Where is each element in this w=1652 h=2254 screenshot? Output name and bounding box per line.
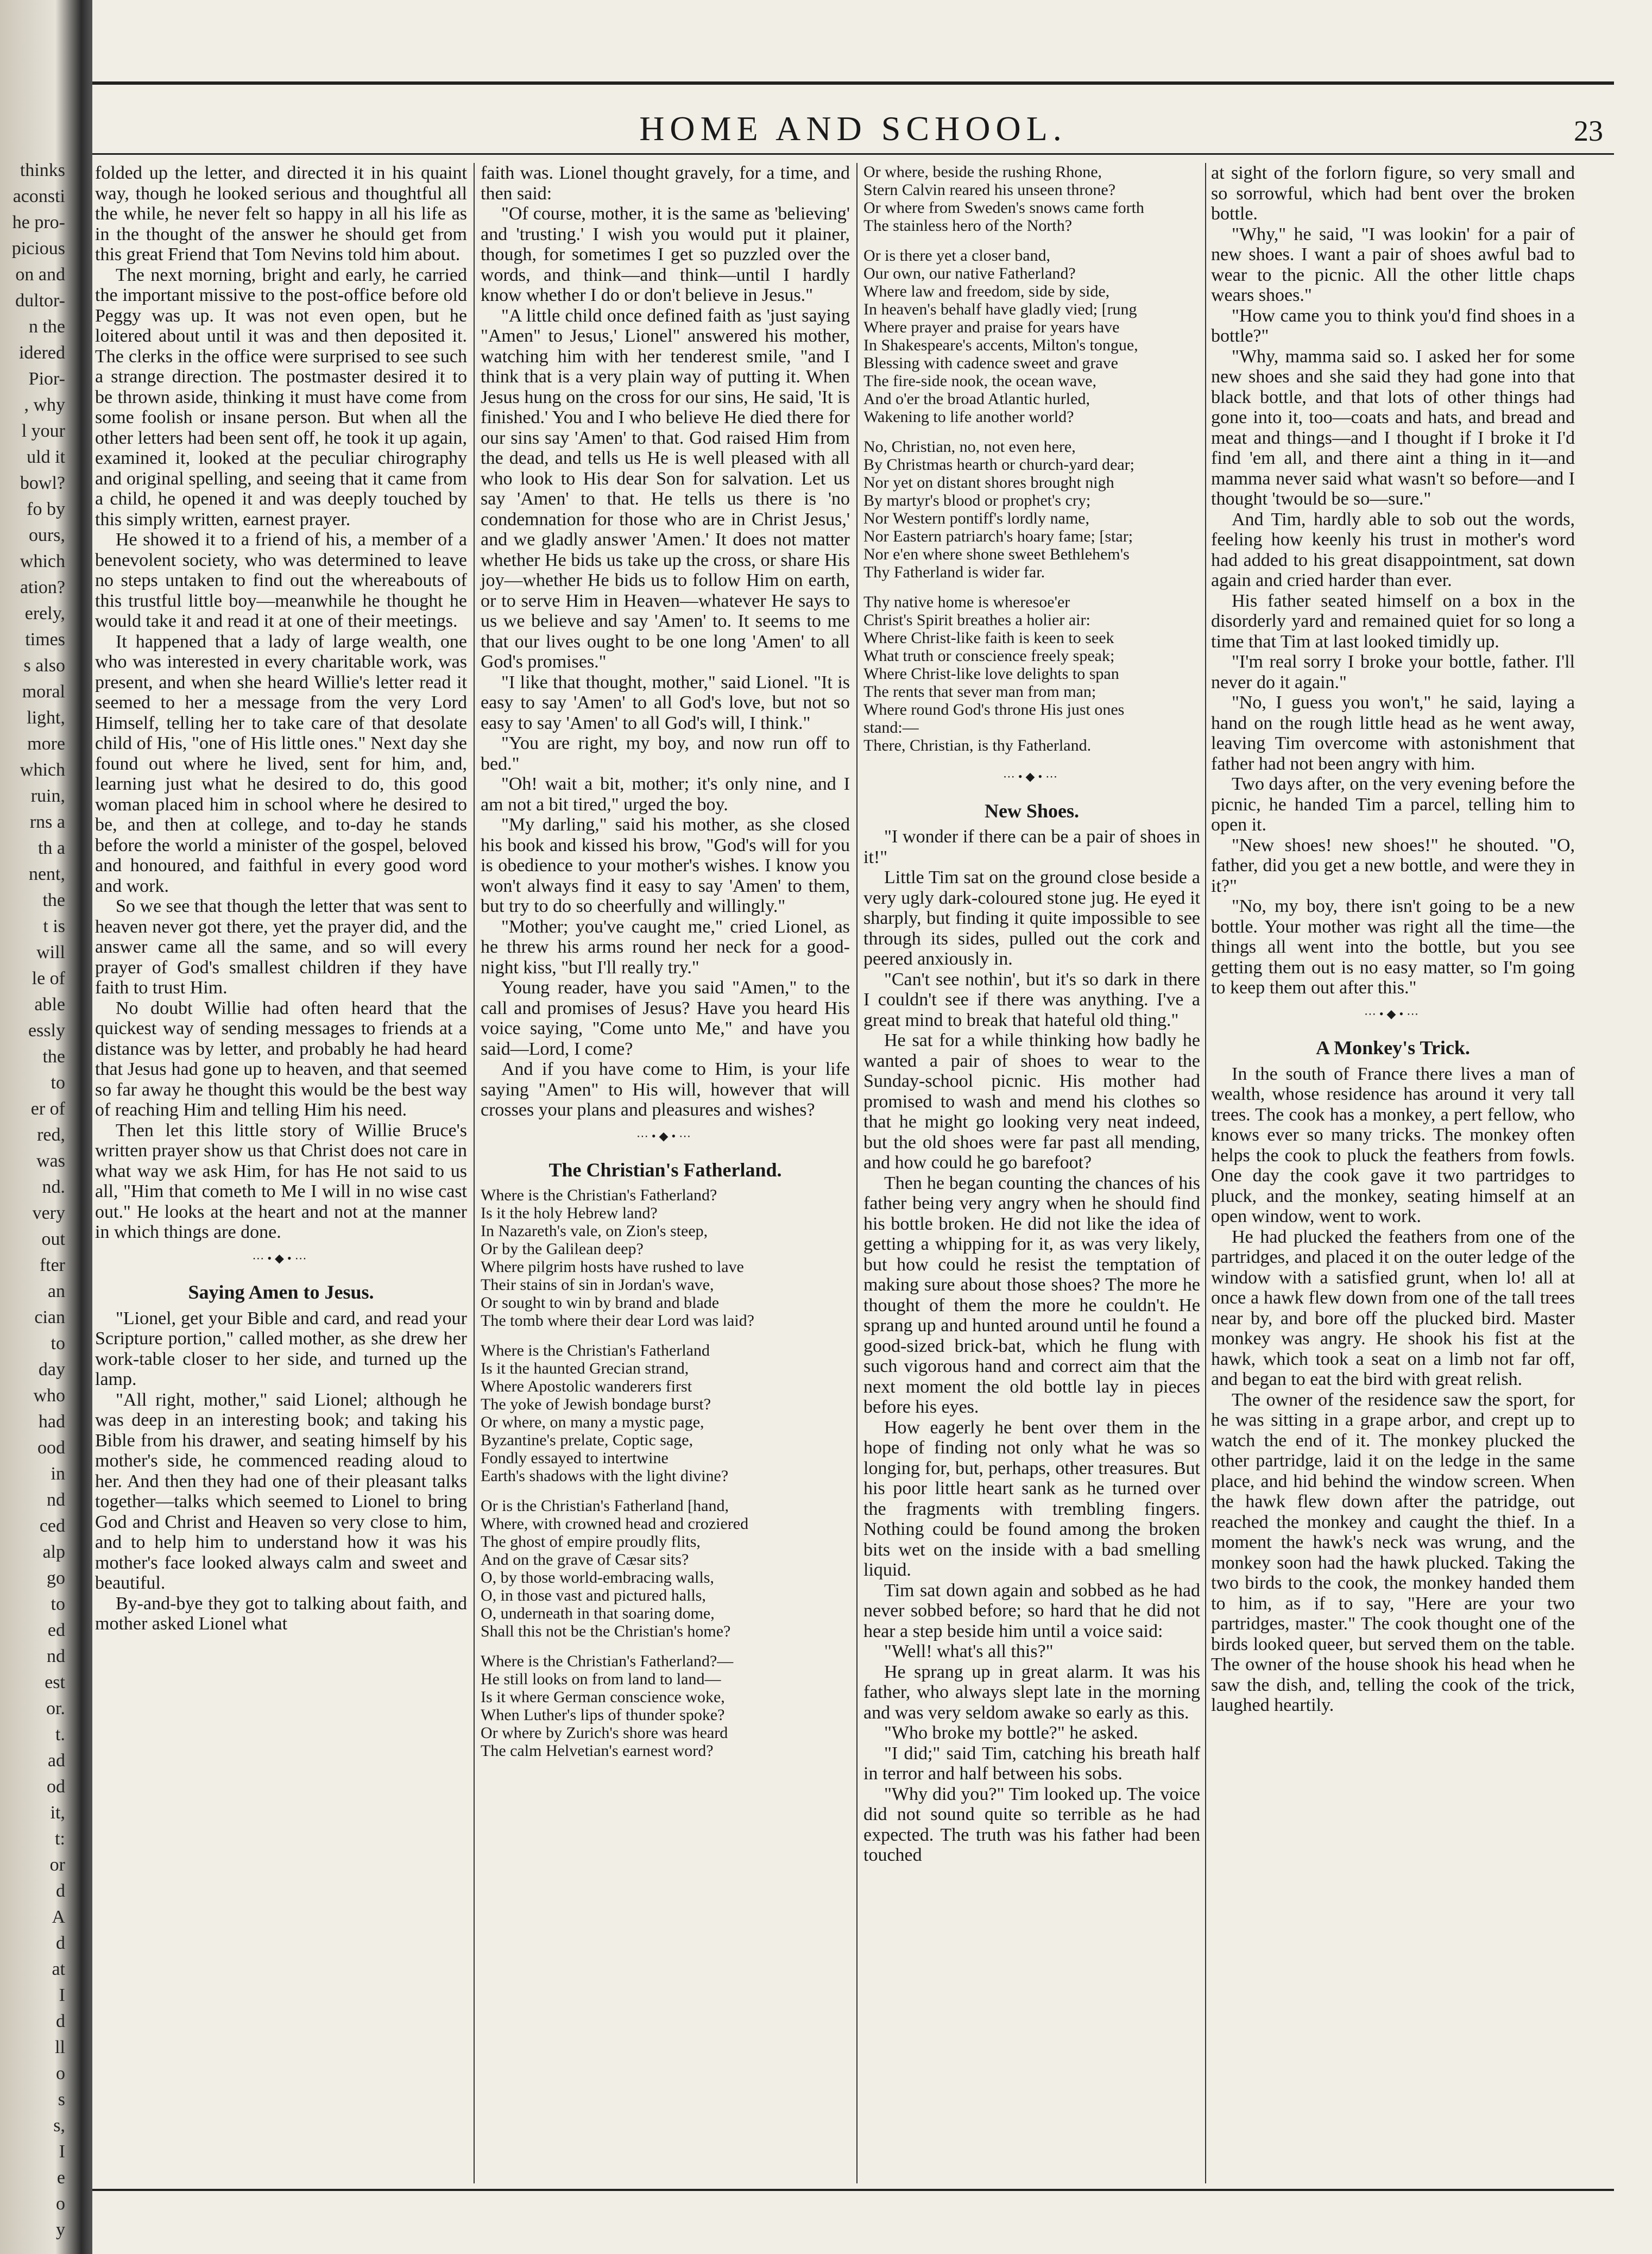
fragment-line: er of [30,1099,65,1119]
fragment-line: s also [23,656,65,676]
fragment-line: an [47,1281,65,1301]
poem-line: Nor yet on distant shores brought nigh [863,474,1114,492]
poem-line: The fire-side nook, the ocean wave, [863,372,1096,390]
page-number: 23 [1574,115,1603,147]
paragraph: faith was. Lionel thought gravely, for a time, and then said: [481,163,850,204]
ornament-divider: ⋯•◆•⋯ [1364,1006,1422,1021]
poem-line: He still looks on from land to land— [481,1670,721,1688]
poem-stanza [481,1497,850,1640]
poem-line: No, Christian, no, not even here, [863,438,1076,456]
poem-line: The ghost of empire proudly flits, [481,1532,701,1551]
paragraph: "Lionel, get your Bible and card, and read your Scripture portion," called mother, as she drew her work-table closer to her side, and turned up the lamp. [95,1308,467,1389]
poem-line: Or is there yet a closer band, [863,247,1051,265]
paragraph: Little Tim sat on the ground close beside a very ugly dark-coloured stone jug. He eyed it sharply, but finding it quite impossible to see through its sides, pulled out the cork and peered anxiously in. [863,867,1200,969]
fragment-line: at [52,1959,65,1979]
paragraph: His father seated himself on a box in the disorderly yard and remained quiet for so long a time that Tim at last looked timidly up. [1211,590,1575,652]
poem-line: What truth or conscience freely speak; [863,647,1115,665]
fragment-line: thinks [20,160,65,180]
paragraph: The next morning, bright and early, he carried the important missive to the post-office before old Peggy was up. It was not even open, but he loitered about until it was and then deposited it. The clerks in the office were surprised to see such a strange direction. The postmaster desired it to be thrown aside, thinking it must have come from some foolish or insane person. But when all the other letters had been sent off, he took it up again, examined it, looked at the peculiar chirography and original spelling, and seeing that it came from a child, he opened it and was deeply touched by this simply written, earnest prayer. [95,265,467,530]
poem-line: When Luther's lips of thunder spoke? [481,1705,725,1724]
fragment-line: s, [53,2116,65,2136]
poem-line: Where pilgrim hosts have rushed to lave [481,1257,744,1276]
paragraph: He sprang up in great alarm. It was his father, who always slept late in the morning and was very seldom awake so early as this. [863,1661,1200,1723]
fragment-line: nd [47,1646,65,1666]
poem-line: The tomb where their dear Lord was laid? [481,1311,754,1330]
paragraph: "A little child once defined faith as 'just saying "Amen" to Jesus,' Lionel" answered his mother, watching him with her tenderest smile, "and I think that is a very plain way of putting it. When Jesus hung on the cross for our sins, He said, 'It is finished.' You and I who believe He died there for our sins say 'Amen' to that. God raised Him from the dead, and tells us He is well pleased with all who look to His dear Son for salvation. Let us say 'Amen' to that. He tells us there is 'no condemnation for those who are in Christ Jesus,' and we gladly answer 'Amen.' It does not matter whether He bids us take up the cross, or share His joy—whether He bids us to follow Him on earth, or to serve Him in Heaven—whatever He says to us we believe and say 'Amen' to. It seems to me that our lives ought to be one long 'Amen' to all God's promises." [481,305,850,672]
fragment-line: d [56,1881,65,1901]
fragment-line: bowl? [20,473,65,493]
poem-line: O, in those vast and pictured halls, [481,1586,706,1604]
poem-line: By Christmas hearth or church-yard dear; [863,456,1134,474]
paragraph: So we see that though the letter that was sent to heaven never got there, yet the prayer did, and the answer came all the same, and so will every prayer of God's smallest children if they have faith to trust Him. [95,896,467,998]
fragment-line: the [42,890,65,910]
ornament-divider: ⋯•◆•⋯ [252,1251,310,1265]
fragment-line: red, [37,1125,65,1145]
fragment-line: had [38,1412,65,1432]
poem-line: O, underneath in that soaring dome, [481,1604,715,1622]
fragment-line: nd [47,1490,65,1510]
poem-line: Where is the Christian's Fatherland [481,1341,710,1359]
poem-line: In Shakespeare's accents, Milton's tongue, [863,336,1138,354]
paragraph: In the south of France there lives a man of wealth, whose residence has around it very tall trees. The cook has a monkey, a pert fellow, who knows ever so many tricks. The monkey often helps the cook to pluck the feathers from fowls. One day the cook gave it two partridges to pluck, and the monkey, seating himself at an open window, went to work. [1211,1063,1575,1226]
fragment-line: it, [50,1803,65,1823]
fragment-line: was [36,1151,65,1171]
fragment-line: alp [42,1542,65,1562]
fragment-line: le of [31,968,65,989]
column-divider [474,163,475,2183]
fragment-line: which [20,551,65,571]
column-4 [1211,163,1575,2178]
poem-line: Thy native home is wheresoe'er [863,593,1070,611]
column-1 [95,163,467,2178]
fragment-line: idered [19,343,65,363]
paragraph: How eagerly he bent over them in the hope of finding not only what he was so longing for, but, perhaps, other treasures. But his poor little heart sank as he turned over the fragments with trembling fingers. Nothing could be found among the broken bits wet on the inside with a bad smelling liquid. [863,1417,1200,1580]
fragment-line: to [51,1594,65,1614]
poem-line: Blessing with cadence sweet and grave [863,354,1118,372]
poem-line: The stainless hero of the North? [863,217,1073,235]
paragraph: He showed it to a friend of his, a member of a benevolent society, who was determined to leave no steps untaken to find out the whereabouts of this trustful little boy—meanwhile he thought he would take it and read it at one of their meetings. [95,530,467,631]
fragment-line: t. [55,1724,65,1745]
paragraph: "I wonder if there can be a pair of shoes in it!" [863,827,1200,867]
fragment-line: A [52,1907,65,1927]
fragment-line: I [59,2142,65,2162]
poem-stanza [863,163,1200,235]
column-3 [863,163,1200,2178]
poem-line: Or where from Sweden's snows came forth [863,199,1144,217]
fragment-line: dultor- [15,291,65,311]
fragment-line: s [58,2089,65,2110]
fragment-line: th a [37,838,65,858]
poem-line: Wakening to life another world? [863,408,1074,426]
column-divider [856,163,857,2183]
paragraph: Then let this little story of Willie Bruce's written prayer show us that Christ does not care in what way we ask Him, for has He not said to us all, "Him that cometh to Me I will in no wise cast out." He looks at the heart and not at the manner in which things are done. [95,1120,467,1242]
paragraph: "I like that thought, mother," said Lionel. "It is easy to say 'Amen' to all God's love, but not so easy to say 'Amen' to all God's will, I think." [481,672,850,733]
fragment-line: Pior- [28,369,65,389]
paragraph: Then he began counting the chances of his father being very angry when he should find his bottle broken. He did not like the idea of getting a whipping for it, as was very likely, but how could he resist the temptation of making sure about those shoes? The more he thought of them the more he couldn't. He sprang up and hunted around until he found a good-sized brick-bat, which he flung with such vigorous hand and correct aim that the next moment the old bottle lay in pieces before his eyes. [863,1173,1200,1417]
poem-line: Where is the Christian's Fatherland?— [481,1652,734,1670]
poem-line: Christ's Spirit breathes a holier air: [863,611,1090,629]
poem-line: stand:— [863,719,919,736]
poem-stanza [481,1342,850,1485]
fragment-line: e [56,2168,65,2188]
fragment-line: to [51,1333,65,1353]
poem-line: Our own, our native Fatherland? [863,265,1076,282]
fragment-line: which [20,760,65,780]
poem-line: Byzantine's prelate, Coptic sage, [481,1431,693,1449]
poem-line: Their stains of sin in Jordan's wave, [481,1275,714,1294]
fragment-line: aconsti [12,186,65,206]
paragraph: "Oh! wait a bit, mother; it's only nine, and I am not a bit tired," urged the boy. [481,774,850,815]
previous-page-fragments [0,158,65,2240]
fragment-line: l your [21,421,65,441]
section-title: Saying Amen to Jesus. [188,1281,374,1303]
section-title: The Christian's Fatherland. [548,1159,782,1181]
top-rule [92,81,1614,85]
poem-line: Or by the Galilean deep? [481,1239,644,1258]
fragment-line: o [56,2194,65,2214]
poem-line: Shall this not be the Christian's home? [481,1622,731,1640]
fragment-line: d [56,2011,65,2031]
fragment-line: day [38,1359,65,1380]
poem-line: Is it where German conscience woke, [481,1688,725,1706]
fragment-line: ed [47,1620,65,1640]
fragment-line: on and [15,265,65,285]
poem-line: Where, with crowned head and croziered [481,1514,749,1533]
ornament-divider: ⋯•◆•⋯ [636,1129,695,1143]
fragment-line: ation? [20,577,65,597]
fragment-line: more [27,734,65,754]
poem-line: Nor Eastern patriarch's hoary fame; [star; [863,527,1133,545]
poem-line: And o'er the broad Atlantic hurled, [863,390,1090,408]
fragment-line: , why [24,395,65,415]
ornament-divider: ⋯•◆•⋯ [1002,770,1061,783]
fragment-line: y [56,2220,65,2240]
poem-stanza [481,1186,850,1330]
fragment-line: in [51,1464,65,1484]
poem-line: The rents that sever man from man; [863,683,1096,701]
fragment-line: nent, [28,864,65,884]
paragraph: folded up the letter, and directed it in his quaint way, though he looked serious and thoughtful all the while, he never felt so happy in all his life as in the thought of the answer he should get from this great Friend that Tom Nevins told him about. [95,163,467,265]
fragment-line: uld it [27,447,65,467]
fragment-line: to [51,1073,65,1093]
fragment-line: fter [39,1255,65,1275]
fragment-line: able [34,994,65,1015]
paragraph: "Why," he said, "I was lookin' for a pair of new shoes. I want a pair of shoes awful bad to wear to the picnic. All the other little chaps wears shoes." [1211,224,1575,305]
paragraph: "I did;" said Tim, catching his breath half in terror and half between his sobs. [863,1743,1200,1784]
fragment-line: od [47,1777,65,1797]
paragraph: Two days after, on the very evening before the picnic, he handed Tim a parcel, telling him to open it. [1211,774,1575,835]
paragraph: "I'm real sorry I broke your bottle, father. I'll never do it again." [1211,652,1575,692]
fragment-line: ad [47,1751,65,1771]
poem-line: Where prayer and praise for years have [863,318,1120,336]
bottom-rule [92,2189,1614,2191]
paragraph: Young reader, have you said "Amen," to the call and promises of Jesus? Have you heard His voice saying, "Come unto Me," and have you said—Lord, I come? [481,978,850,1059]
poem-line: And on the grave of Cæsar sits? [481,1550,689,1569]
poem-body [863,163,1200,754]
fragment-line: very [32,1203,65,1223]
fragment-line: ours, [28,525,65,545]
poem-stanza [863,247,1200,426]
fragment-line: fo by [27,499,65,519]
fragment-line: times [25,629,65,650]
poem-line: O, by those world-embracing walls, [481,1568,714,1586]
paragraph: "Of course, mother, it is the same as 'believing' and 'trusting.' I wish you would put it plainer, though, for sometimes I get so puzzled over the words, and think—and think—until I hardly know whether I do or don't believe in Jesus." [481,204,850,305]
fragment-line: d [56,1933,65,1953]
paragraph: "My darling," said his mother, as she closed his book and kissed his brow, "God's will for you is obedience to your mother's wishes. I know you won't always find it easy to say 'Amen' to them, but try to do so cheerfully and willingly." [481,815,850,916]
header-rule [92,153,1614,155]
poem-line: Where is the Christian's Fatherland? [481,1186,717,1204]
fragment-line: rns a [29,812,65,832]
paragraph: "Why, mamma said so. I asked her for some new shoes and she said they had gone into that black bottle, and that lots of other things had gone into it, too—coats and hats, and bread and meat and things—and I thought if I broke it I'd find 'em all, and there aint a thing in it—and mamma never said what wasn't so before—and I thought 'twould be so—sure." [1211,346,1575,509]
poem-line: Earth's shadows with the light divine? [481,1466,729,1485]
paragraph: "How came you to think you'd find shoes in a bottle?" [1211,305,1575,346]
fragment-line: t: [55,1829,65,1849]
column-2 [481,163,850,2178]
paragraph: "No, I guess you won't," he said, laying a hand on the rough little head as he went away, leaving Tim overcome with astonishment that father had not been angry with him. [1211,692,1575,774]
fragment-line: go [47,1568,65,1588]
poem-line: Nor Western pontiff's lordly name, [863,509,1089,527]
fragment-line: ood [37,1438,65,1458]
poem-line: Or where, on many a mystic page, [481,1413,704,1431]
poem-line: Or where by Zurich's shore was heard [481,1723,728,1742]
poem-line: Where Apostolic wanderers first [481,1377,692,1395]
paragraph: "New shoes! new shoes!" he shouted. "O, father, did you get a new bottle, and were they in it?" [1211,835,1575,896]
column-divider [1205,163,1206,2183]
poem-line: Where Christ-like faith is keen to seek [863,629,1114,647]
fragment-line: the [42,1047,65,1067]
poem-line: Stern Calvin reared his unseen throne? [863,181,1116,199]
fragment-line: n the [28,317,65,337]
poem-line: Is it the haunted Grecian strand, [481,1359,689,1377]
poem-line: By martyr's blood or prophet's cry; [863,492,1091,509]
fragment-line: moral [22,682,65,702]
fragment-line: nd. [42,1177,65,1197]
paragraph: "You are right, my boy, and now run off to bed." [481,733,850,774]
poem-line: Where Christ-like love delights to span [863,665,1119,683]
fragment-line: I [59,1985,65,2005]
poem-line: In heaven's behalf have gladly vied; [rung [863,300,1137,318]
fragment-line: or. [46,1698,65,1718]
poem-line: The calm Helvetian's earnest word? [481,1741,714,1760]
fragment-line: ll [55,2037,65,2057]
paragraph: He sat for a while thinking how badly he wanted a pair of shoes to wear to the Sunday-school picnic. His mother had promised to wash and mend his clothes so that he might go looking very neat indeed, but the old shoes were far past all mending, and how could he go barefoot? [863,1030,1200,1173]
fragment-line: erely, [24,603,65,624]
paragraph: "No, my boy, there isn't going to be a new bottle. Your mother was right all the time—the things all went into the bottle, but you see getting them out is no easy matter, so I'm going to keep them out after this." [1211,896,1575,998]
poem-stanza [863,593,1200,754]
poem-line: Or sought to win by brand and blade [481,1293,720,1312]
poem-stanza [863,438,1200,581]
fragment-line: picious [11,238,65,259]
paragraph: "Who broke my bottle?" he asked. [884,1723,1138,1743]
poem-line: Thy Fatherland is wider far. [863,563,1045,581]
paragraph: No doubt Willie had often heard that the quickest way of sending messages to friends at a distance was by letter, and probably he had heard that Jesus had gone up to heaven, and that seemed so far away he thought this would be the best way of reaching Him and telling Him his need. [95,998,467,1120]
fragment-line: ced [39,1516,65,1536]
poem-line: Nor e'en where shone sweet Bethlehem's [863,545,1130,563]
poem-line: Where round God's throne His just ones [863,701,1125,719]
paragraph: It happened that a lady of large wealth, one who was interested in every charitable work, was present, and when she heard Willie's letter read it seemed to her a message from the very Lord Himself, telling her to take care of that desolate child of His, "one of His little ones." Next day she found out where he lived, sent for him, and, learning just what he desired to do, this good woman placed him in school where he desired to be, and then at college, and to-day he stands before the world a minister of the gospel, beloved and honoured, and faithful in every good word and work. [95,631,467,896]
poem-line: Is it the holy Hebrew land? [481,1204,658,1222]
paragraph: By-and-bye they got to talking about faith, and mother asked Lionel what [95,1593,467,1634]
fragment-line: or [49,1855,65,1875]
paragraph: "All right, mother," said Lionel; although he was deep in an interesting book; and taking his Bible from his drawer, and seating himself by his mother's side, he commenced reading aloud to her. And then they had one of their pleasant talks together—talks which seemed to Lionel to bring God and Christ and Heaven so very close to him, and to help him to understand how it was his mother's face looked always calm and sweet and beautiful. [95,1389,467,1593]
paragraph: And Tim, hardly able to sob out the words, feeling how keenly his trust in mother's word had added to his great disappointment, sat down again and cried harder than ever. [1211,509,1575,590]
fragment-line: who [33,1386,65,1406]
paragraph: "Can't see nothin', but it's so dark in there I couldn't see if there was anything. I've a great mind to break that hateful old thing." [863,969,1200,1030]
fragment-line: o [56,2063,65,2083]
poem-line: Or where, beside the rushing Rhone, [863,163,1102,181]
fragment-line: he pro- [12,212,65,232]
fragment-line: essly [28,1021,65,1041]
poem-line: There, Christian, is thy Fatherland. [863,736,1092,754]
poem-line: In Nazareth's vale, on Zion's steep, [481,1222,708,1240]
poem-line: The yoke of Jewish bondage burst? [481,1395,711,1413]
fragment-line: ruin, [30,786,65,806]
paragraph: at sight of the forlorn figure, so very small and so sorrowful, which had bent over the broken bottle. [1211,163,1575,224]
section-title: A Monkey's Trick. [1316,1037,1470,1059]
poem-line: Fondly essayed to intertwine [481,1449,669,1467]
fragment-line: out [41,1229,65,1249]
paragraph: "Well! what's all this?" [884,1641,1054,1661]
page-header [92,98,1614,152]
section-title: New Shoes. [984,799,1079,822]
poem-stanza [481,1652,850,1760]
poem-line: Where law and freedom, side by side, [863,282,1110,300]
fragment-line: will [36,942,65,962]
paragraph: Tim sat down again and sobbed as he had never sobbed before; so hard that he did not hear a step beside him until a voice said: [863,1580,1200,1641]
fragment-line: cian [34,1307,65,1327]
masthead-title: HOME AND SCHOOL. [639,109,1067,148]
paragraph: And if you have come to Him, is your life saying "Amen" to His will, however that will crosses your plans and pleasures and wishes? [481,1059,850,1120]
fragment-line: est [45,1672,65,1692]
paragraph: "Mother; you've caught me," cried Lionel, as he threw his arms round her neck for a good-night kiss, "but I'll really try." [481,916,850,978]
paragraph: The owner of the residence saw the sport, for he was sitting in a grape arbor, and crept up to watch the end of it. The monkey plucked the other partridge, laid it on the ledge in the same place, and hid behind the window screen. When the hawk flew down after the patridge, out reached the monkey and caught the thief. In a moment the hawk's neck was wrung, and the monkey soon had the hawk plucked. Taking the two birds to the cook, the monkey handed them to him, as if to say, "Here are your two partridges, master." The cook thought one of the birds looked queer, but served them on the table. The owner of the house shook his head when he saw the dish, and, telling the cook of the trick, laughed heartily. [1211,1389,1575,1715]
fragment-line: t is [43,916,65,936]
poem-line: Or is the Christian's Fatherland [hand, [481,1496,729,1515]
paragraph: "Why did you?" Tim looked up. The voice did not sound quite so terrible as he had expected. The truth was his father had been touched [863,1784,1200,1865]
paragraph: He had plucked the feathers from one of the partridges, and placed it on the outer ledge of the window with a satisfied grunt, when lo! all at once a hawk flew down from one of the tall trees near by, and bore off the plucked bird. Master monkey was angry. He shook his fist at the hawk, which took a seat on a limb not far off, and began to eat the bird with great relish. [1211,1226,1575,1389]
poem-body [481,1186,850,1760]
fragment-line: light, [27,708,65,728]
